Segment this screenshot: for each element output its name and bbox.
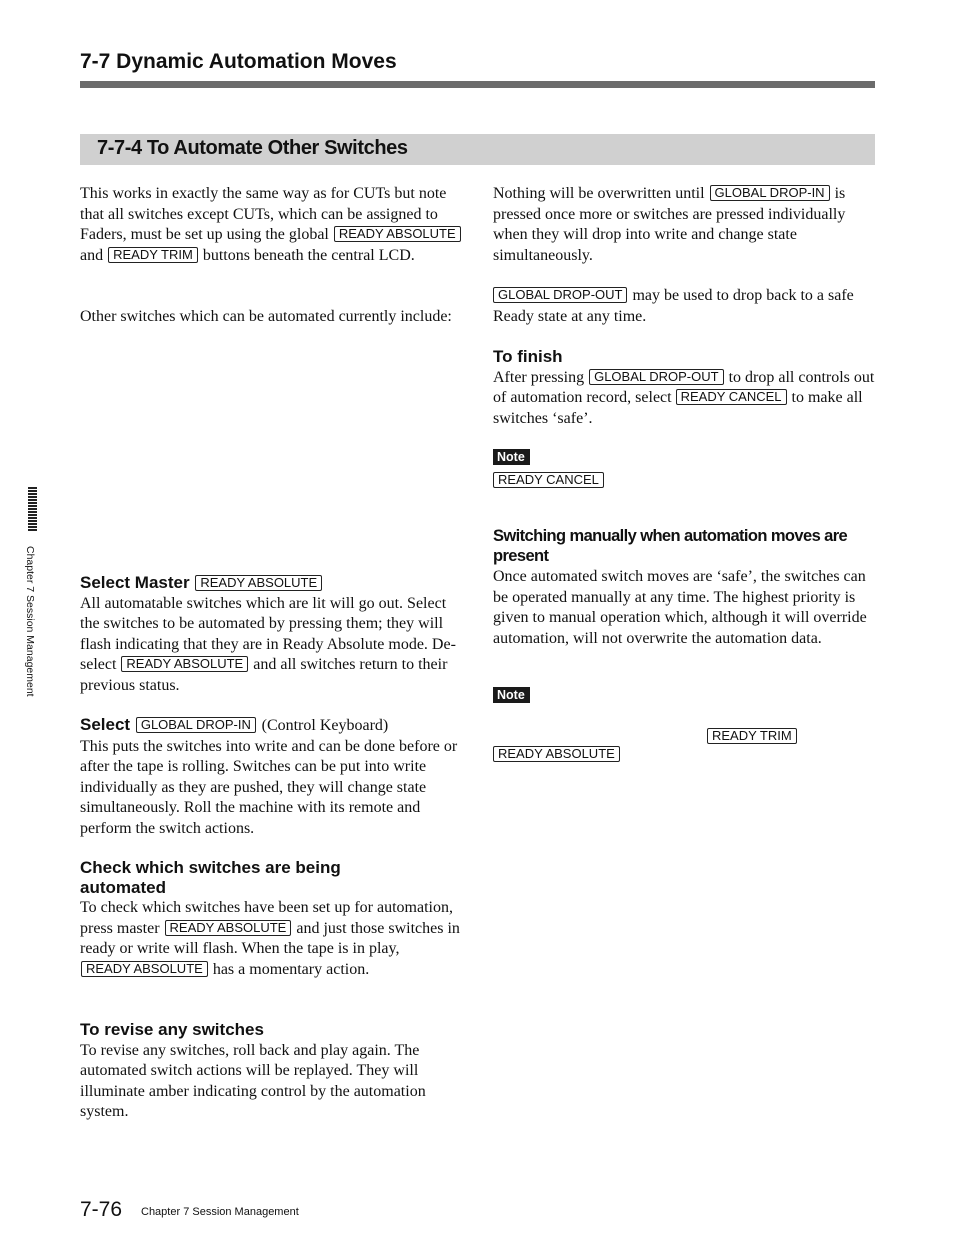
- text: to drop all controls out of automation record, select: [493, 368, 875, 406]
- note-1-body: [493, 472, 877, 490]
- text: and: [80, 246, 104, 264]
- section-title: 7-7 Dynamic Automation Moves: [80, 50, 397, 73]
- check-section: [80, 858, 464, 980]
- global-drop-in-key: GLOBAL DROP-IN: [136, 717, 256, 733]
- note-2: [493, 686, 877, 704]
- manual-section: [493, 527, 877, 649]
- finish-section: [493, 347, 877, 429]
- ready-absolute-key: READY ABSOLUTE: [493, 746, 620, 762]
- ready-absolute-key: READY ABSOLUTE: [121, 656, 248, 672]
- text: and all switches return to their previous status.: [80, 656, 448, 694]
- text: Nothing will be overwritten until: [493, 185, 705, 202]
- ready-trim-key: READY TRIM: [707, 728, 797, 744]
- text: and just those switches in ready or write will flash. When the tape is in play,: [80, 919, 460, 957]
- select-section: [80, 715, 464, 839]
- text: buttons beneath the central LCD.: [202, 246, 415, 264]
- thumb-index-marks: [28, 487, 37, 532]
- right-paragraph-2: [493, 286, 877, 327]
- global-drop-out-key: GLOBAL DROP-OUT: [589, 369, 723, 385]
- footer-chapter: Chapter 7 Session Management: [141, 1206, 299, 1218]
- text: has a momentary action.: [212, 960, 370, 978]
- ready-absolute-key: READY ABSOLUTE: [195, 575, 322, 591]
- finish-heading: To finish: [493, 347, 563, 366]
- note-2-trim: [707, 728, 797, 746]
- text: To check which switches have been set up for automation, press master: [80, 899, 453, 937]
- select-heading: [80, 715, 464, 736]
- heading-text: Select: [80, 715, 131, 734]
- side-chapter-label: Chapter 7 Session Management: [24, 546, 36, 697]
- revise-heading: To revise any switches: [80, 1020, 264, 1039]
- subsection-bar: [80, 134, 875, 165]
- global-drop-out-key: GLOBAL DROP-OUT: [493, 287, 627, 303]
- heading-suffix: (Control Keyboard): [261, 717, 389, 734]
- ready-absolute-key: READY ABSOLUTE: [165, 920, 292, 936]
- check-heading: Check which switches are being automated: [80, 858, 341, 897]
- text: This works in exactly the same way as for CUTs but note that all switches except CUTs, which can be assigned to Faders, must be set up using the global: [80, 185, 447, 243]
- ready-cancel-key: READY CANCEL: [676, 389, 787, 405]
- text: is pressed once more or switches are pressed individually when they will drop into write and change state simultaneously.: [493, 185, 846, 264]
- subsection-title: 7-7-4 To Automate Other Switches: [97, 137, 408, 159]
- select-master-section: [80, 573, 464, 696]
- left-paragraph-1: [80, 184, 464, 266]
- select-master-heading: [80, 573, 464, 593]
- ready-cancel-key: READY CANCEL: [493, 472, 604, 488]
- text: to make all switches ‘safe’.: [493, 389, 863, 427]
- text: This puts the switches into write and can be done before or after the tape is rolling. Switches can be put into write individually as they are pushed, they will change state simultaneously. Roll the machine with its remote and perform the switch actions.: [80, 737, 458, 837]
- text: All automatable switches which are lit will go out. Select the switches to be automated by pressing them; they will flash indicating that they are in Ready Absolute mode. De-select: [80, 594, 456, 673]
- ready-absolute-key: READY ABSOLUTE: [334, 226, 461, 242]
- text: To revise any switches, roll back and play again. The automated switch actions will be replayed. They will illuminate amber indicating control by the automation system.: [80, 1041, 426, 1120]
- ready-absolute-key: READY ABSOLUTE: [81, 961, 208, 977]
- note-1: [493, 448, 877, 466]
- manual-heading: Switching manually when automation moves are present: [493, 527, 848, 565]
- ready-trim-key: READY TRIM: [108, 247, 198, 263]
- left-paragraph-2: [80, 307, 464, 328]
- text: Once automated switch moves are ‘safe’, the switches can be operated manually at any time. The highest priority is given to manual operation which, although it will override automation, will not overwrite the automation data.: [493, 568, 867, 647]
- page-number: 7-76: [80, 1198, 123, 1221]
- section-rule: [80, 81, 875, 88]
- text: Other switches which can be automated currently include:: [80, 308, 452, 325]
- note-badge: Note: [493, 687, 530, 703]
- note-2-abs: [493, 746, 620, 764]
- global-drop-in-key: GLOBAL DROP-IN: [710, 185, 830, 201]
- note-badge: Note: [493, 449, 530, 465]
- text: After pressing: [493, 368, 585, 386]
- right-paragraph-1: [493, 184, 877, 266]
- revise-section: [80, 1020, 464, 1123]
- text: may be used to drop back to a safe Ready state at any time.: [493, 287, 854, 325]
- heading-text: Select Master: [80, 573, 190, 592]
